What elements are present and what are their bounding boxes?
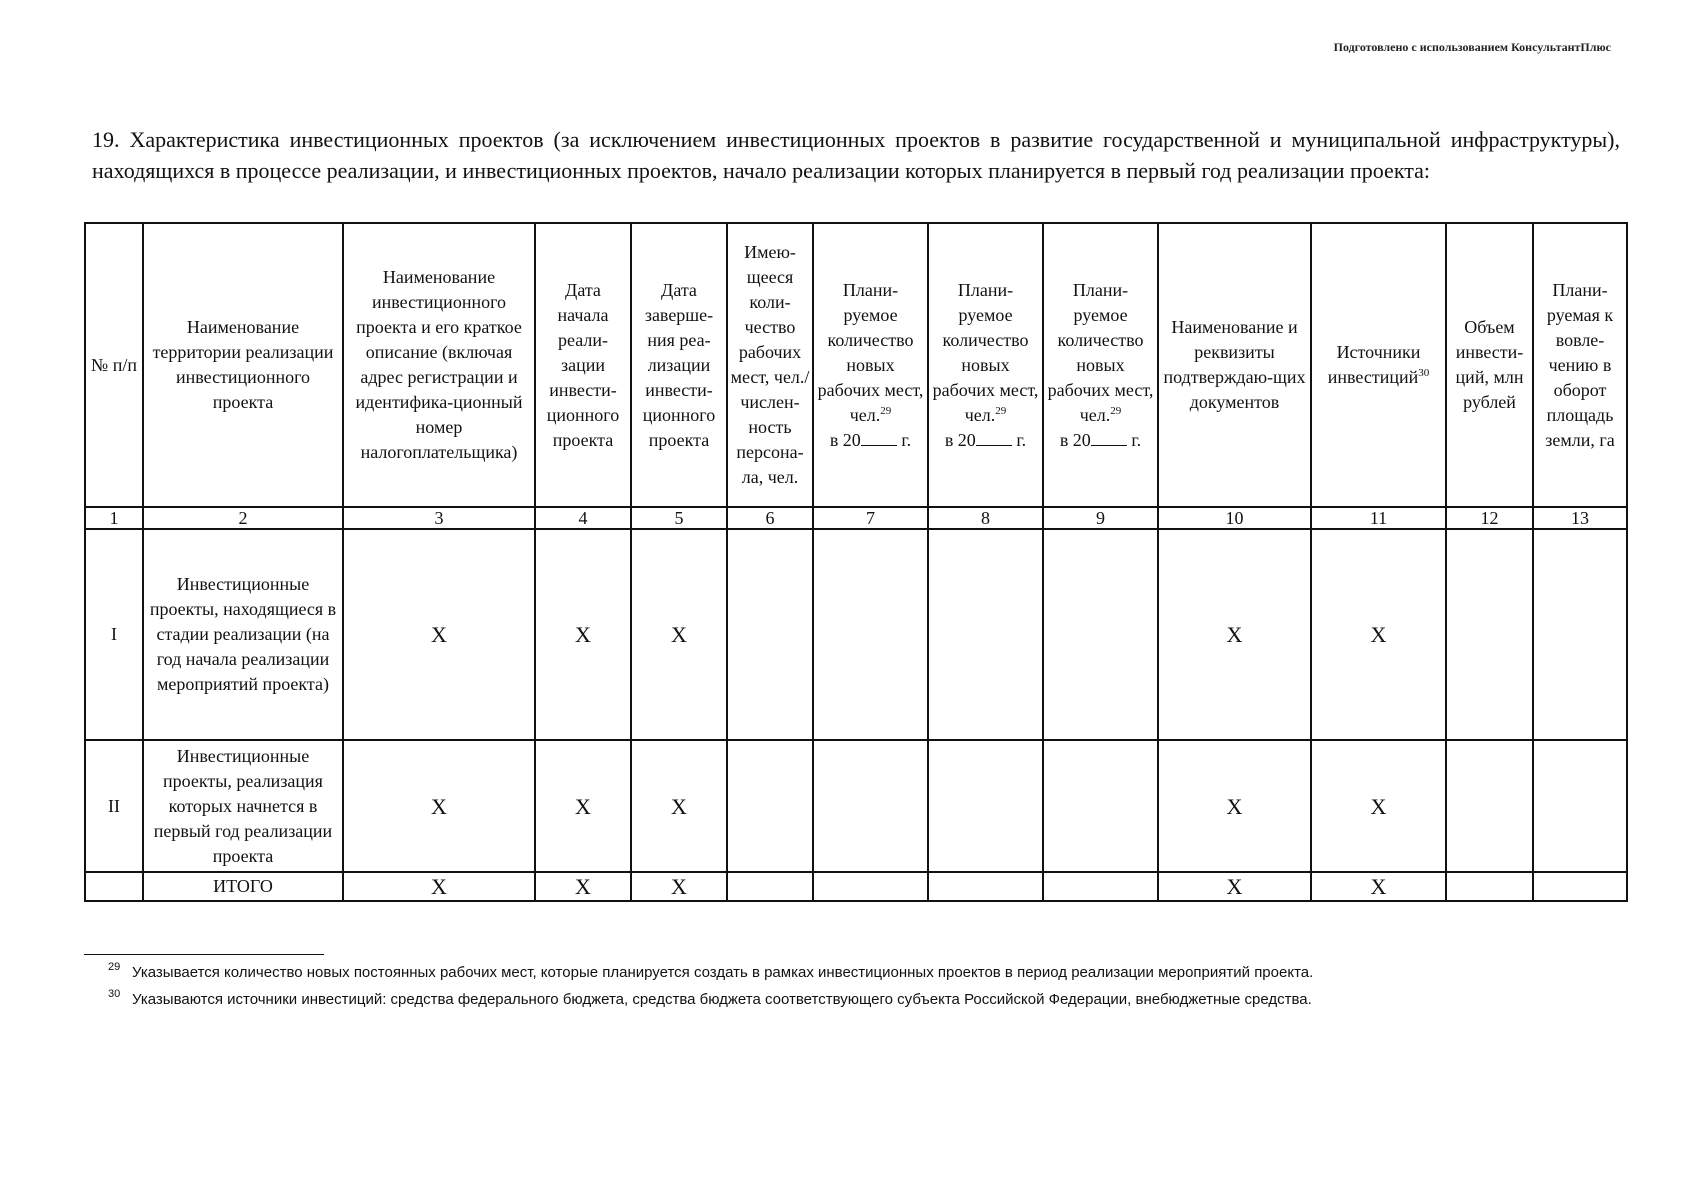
empty-cell	[813, 740, 928, 872]
empty-cell	[928, 529, 1043, 740]
cell-x: X	[1311, 529, 1446, 740]
empty-cell	[928, 740, 1043, 872]
row-num	[85, 872, 143, 901]
table-row	[85, 529, 1627, 740]
header-end-date: Дата заверше-ния реа-лизации инвести-ционного проекта	[631, 223, 727, 507]
header-land-area: Плани-руемая к вовле-чению в оборот площадь земли, га	[1533, 223, 1627, 507]
empty-cell	[1446, 529, 1533, 740]
col-number: 4	[535, 507, 631, 529]
col-number: 10	[1158, 507, 1311, 529]
col-number: 12	[1446, 507, 1533, 529]
empty-cell	[928, 872, 1043, 901]
header-sources: Источники инвестиций$^{30}$	[1311, 223, 1446, 507]
investment-projects-table	[84, 222, 1628, 902]
header-volume: Объем инвести-ций, млн рублей	[1446, 223, 1533, 507]
empty-cell	[1043, 740, 1158, 872]
header-num: № п/п	[85, 223, 143, 507]
cell-x: X	[535, 872, 631, 901]
cell-x: X	[343, 740, 535, 872]
cell-x: X	[1311, 740, 1446, 872]
col-number: 6	[727, 507, 813, 529]
total-label: ИТОГО	[143, 872, 343, 901]
row-num: I	[85, 529, 143, 740]
cell-x: X	[343, 872, 535, 901]
cell-x: X	[1311, 872, 1446, 901]
empty-cell	[1533, 529, 1627, 740]
header-note: Подготовлено с использованием КонсультантПлюс	[1333, 40, 1611, 54]
col-number: 11	[1311, 507, 1446, 529]
empty-cell	[1533, 872, 1627, 901]
total-row	[85, 872, 1627, 901]
footnote-text: Указываются источники инвестиций: средства федерального бюджета, средства бюджета соответствующего субъекта Российской Федерации, внебюджетные средства.	[132, 991, 1312, 1008]
empty-cell	[1043, 529, 1158, 740]
col-number: 7	[813, 507, 928, 529]
header-territory: Наименование территории реализации инвестиционного проекта	[143, 223, 343, 507]
col-number: 1	[85, 507, 143, 529]
header-project-name: Наименование инвестиционного проекта и его краткое описание (включая адрес регистрации и идентифика-ционный номер налогоплательщика)	[343, 223, 535, 507]
cell-x: X	[631, 872, 727, 901]
empty-cell	[727, 872, 813, 901]
header-planned-jobs-2: Плани-руемое количество новых рабочих мест, чел.$^{29}$ в 20 г.	[928, 223, 1043, 507]
col-number: 9	[1043, 507, 1158, 529]
header-planned-jobs-3: Плани-руемое количество новых рабочих мест, чел.$^{29}$ в 20 г.	[1043, 223, 1158, 507]
header-row	[85, 223, 1627, 507]
cell-x: X	[535, 529, 631, 740]
col-number: 8	[928, 507, 1043, 529]
header-existing-jobs: Имею-щееся коли-чество рабочих мест, чел./ числен-ность персона-ла, чел.	[727, 223, 813, 507]
cell-x: X	[1158, 529, 1311, 740]
footnote	[108, 988, 1312, 1009]
header-planned-jobs-1: Плани-руемое количество новых рабочих мест, чел.$^{29}$ в 20 г.	[813, 223, 928, 507]
cell-x: X	[1158, 740, 1311, 872]
empty-cell	[1446, 872, 1533, 901]
empty-cell	[1533, 740, 1627, 872]
empty-cell	[727, 740, 813, 872]
column-number-row	[85, 507, 1627, 529]
col-number: 13	[1533, 507, 1627, 529]
cell-x: X	[343, 529, 535, 740]
empty-cell	[727, 529, 813, 740]
footnote-text: Указывается количество новых постоянных рабочих мест, которые планируется создать в рамках инвестиционных проектов в период реализации мероприятий проекта.	[132, 964, 1314, 981]
row-num: II	[85, 740, 143, 872]
footnote-number: 30	[108, 988, 121, 1000]
empty-cell	[813, 529, 928, 740]
empty-cell	[1043, 872, 1158, 901]
empty-cell	[1446, 740, 1533, 872]
row-name: Инвестиционные проекты, находящиеся в стадии реализации (на год начала реализации мероприятий проекта)	[143, 529, 343, 740]
empty-cell	[813, 872, 928, 901]
row-name: Инвестиционные проекты, реализация которых начнется в первый год реализации проекта	[143, 740, 343, 872]
cell-x: X	[535, 740, 631, 872]
col-number: 5	[631, 507, 727, 529]
cell-x: X	[631, 740, 727, 872]
col-number: 2	[143, 507, 343, 529]
footnote-divider	[84, 954, 324, 955]
col-number: 3	[343, 507, 535, 529]
header-documents: Наименование и реквизиты подтверждаю-щих документов	[1158, 223, 1311, 507]
footnote	[108, 961, 1314, 982]
table-row	[85, 740, 1627, 872]
footnote-number: 29	[108, 961, 121, 973]
cell-x: X	[631, 529, 727, 740]
cell-x: X	[1158, 872, 1311, 901]
section-intro: 19. Характеристика инвестиционных проектов (за исключением инвестиционных проектов в развитие государственной и муниципальной инфраструктуры), находящихся в процессе реализации, и инвестиционных проектов, начало реализации которых планируется в первый год реализации проекта:	[92, 127, 1620, 183]
header-start-date: Дата начала реали-зации инвести-ционного проекта	[535, 223, 631, 507]
